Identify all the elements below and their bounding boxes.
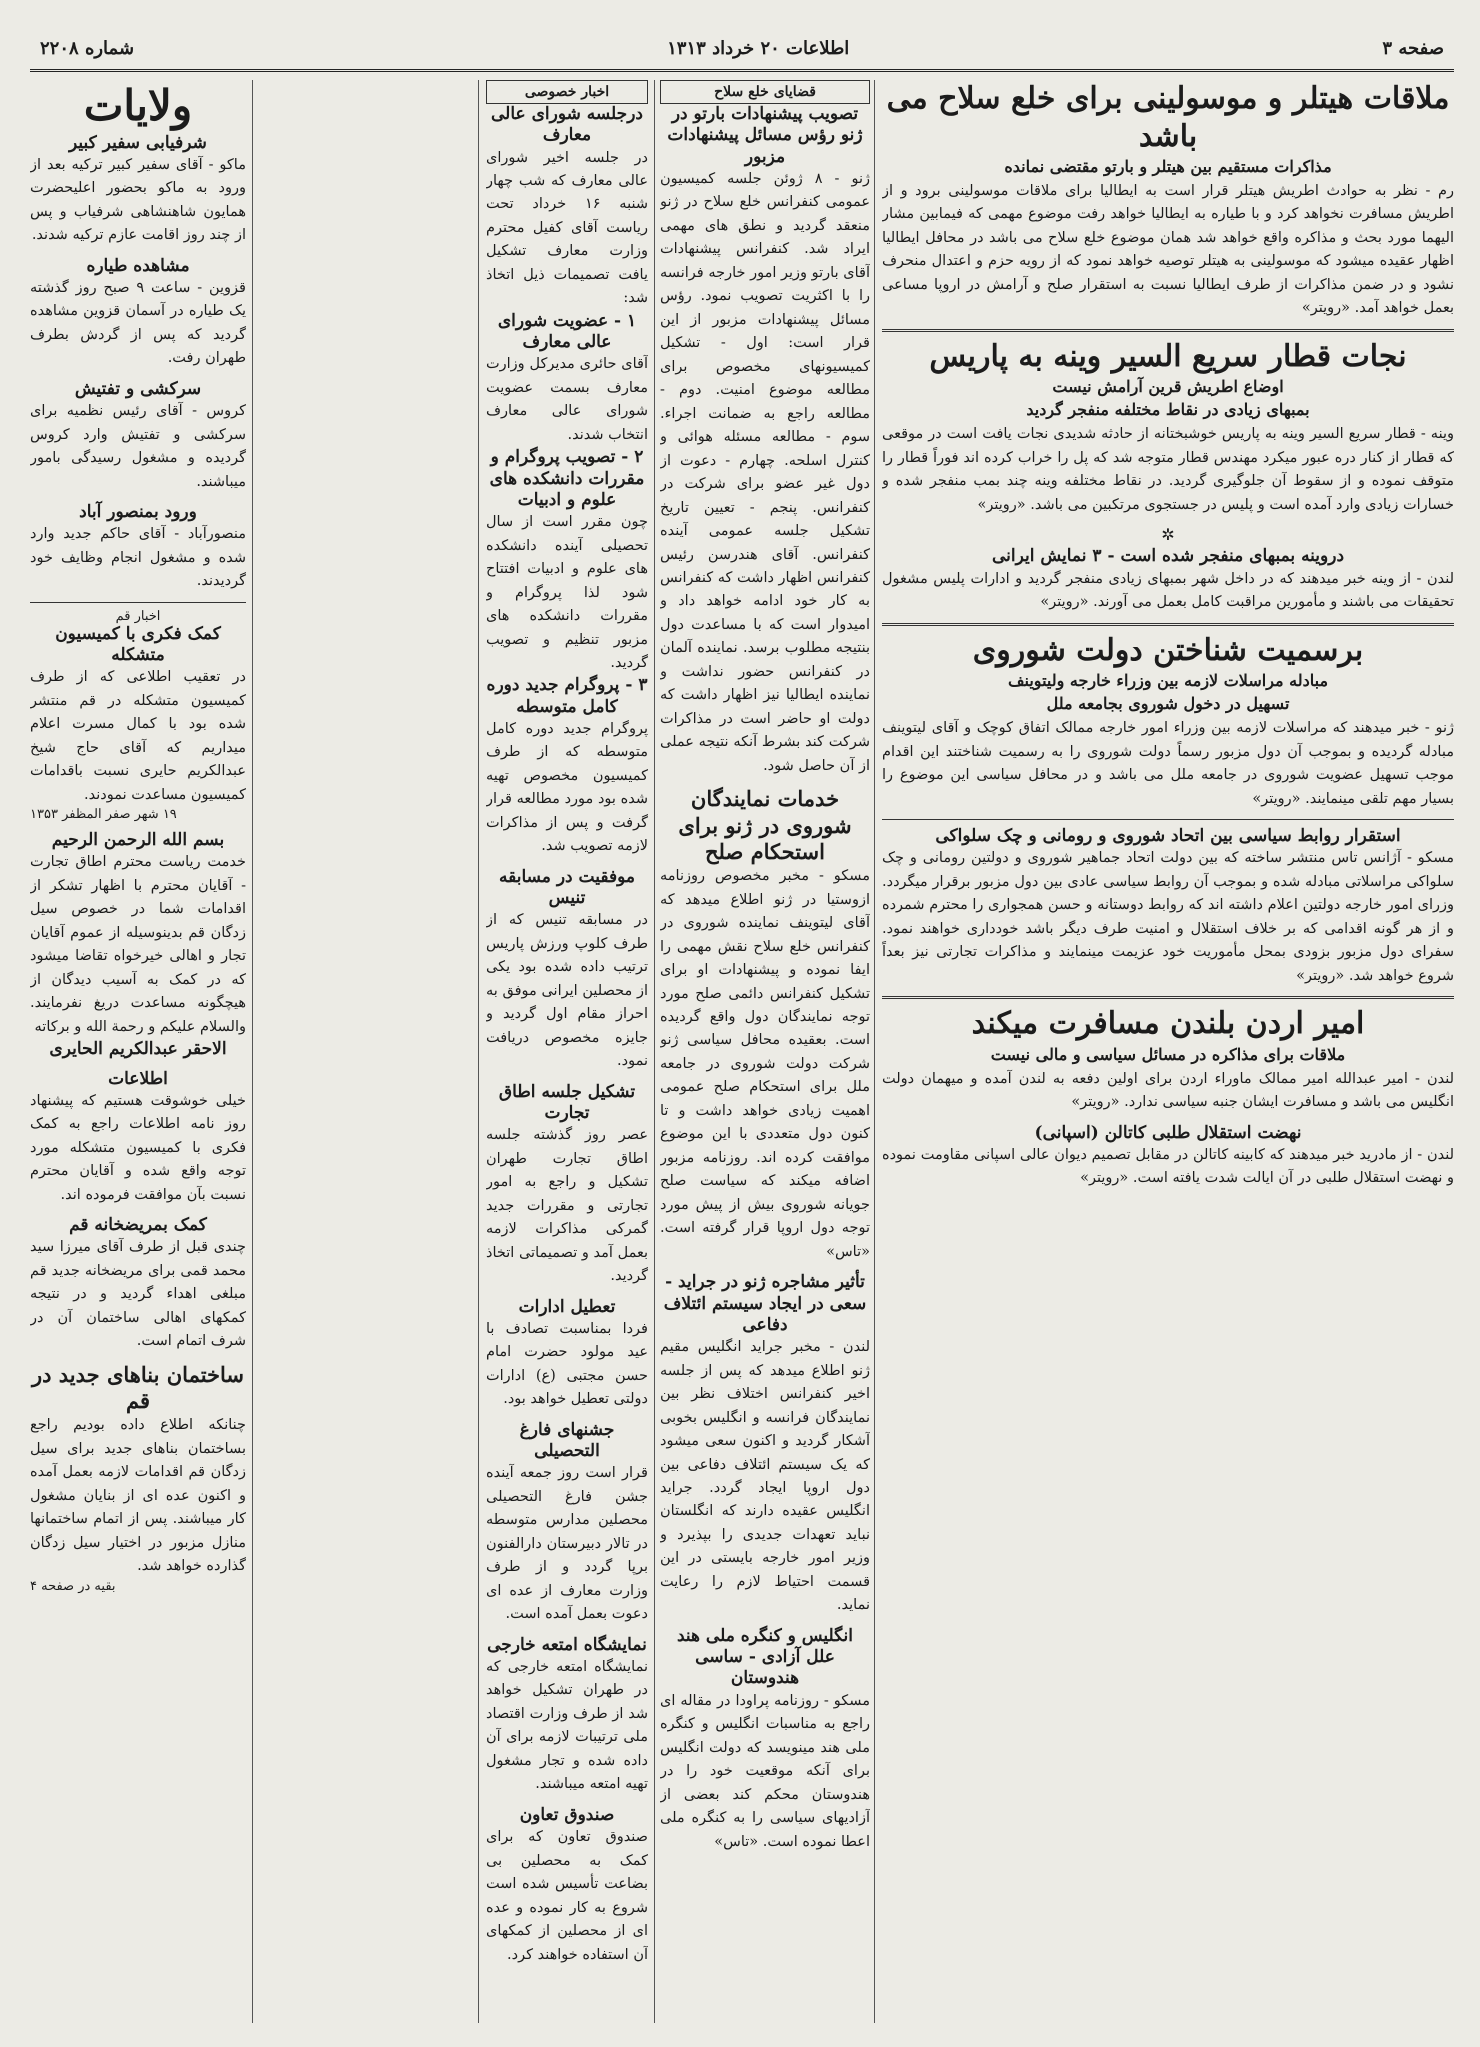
letter-date: ۱۹ شهر صفر المظفر ۱۳۵۳ <box>30 807 177 823</box>
article-body: مسکو - روزنامه پراودا در مقاله ای راجع به مناسبات انگلیس و کنگره ملی هند مینویسد که دولت انگلیس برای آنکه موقعیت خود را در هندوستان محکم کند بعضی از آزادیهای سیاسی را به کنگره ملی اعطا نموده است. «تاس» <box>660 1692 870 1850</box>
article-body: مسکو - آژانس تاس منتشر ساخته که بین دولت اتحاد جماهیر شوروی و دولتین رومانی و چک سلواکی مراسلاتی مبادله شده و بموجب آن روابط سیاسی عادی بین دول مزبور برقرار میگردد. وزرای امور خارجه دولتین اعلام داشته اند که روابط دوستانه و حسن همجواری را محترم شمرده و از هر گونه اقدامی که بر خلاف استقلال و امنیت طرف دیگر باشد خودداری خواهند نمود. سفرای دول مزبور بزودی بمحل مأموریت خود عزیمت مینمایند و مذاکرات تجارتی نیز بعداً شروع خواهد شد. «رویتر» <box>882 850 1454 984</box>
article-body: لندن - از مادرید خبر میدهند که کابینه کاتالن در مقابل تصمیم دیوان عالی اسپانی مقاومت نموده و نهضت استقلال طلبی در آن ایالت شدت یافته است. «رویتر» <box>882 1146 1454 1187</box>
article-body: وینه - قطار سریع السیر وینه به پاریس خوشبختانه از حادثه شدیدی نجات یافت است در موقعی که قطار از کنار دره عبور میکرد مهندس قطار متوجه شد که پل را خراب کرده اند فوراً قطار را متوقف نموده و از سقوط آن جلوگیری گردید. در نقاط مختلفه وینه چند بمب منفجر شده و خسارات زیادی وارد آمده است و پلیس در جستجوی مرتکبین می باشد. «رویتر» <box>882 426 1454 513</box>
article-body: خدمت ریاست محترم اطاق تجارت - آقایان محترم با اظهار تشکر از اقدامات شما در خصوص سیل زدگان قم بدینوسیله از عموم آقایان تجار و اهالی خیرخواه تقاضا میشود که در کمک به آسیب دیدگان از هیچگونه مساعدت دریغ نفرمایند. والسلام علیکم و رحمة الله و برکاته <box>30 854 246 1035</box>
headline: برسمیت شناختن دولت شوروی <box>972 632 1364 668</box>
divider <box>882 329 1454 332</box>
continued-note: بقیه در صفحه ۴ <box>30 1578 116 1594</box>
article-jordan <box>882 1005 1454 1114</box>
article-hospital <box>30 1215 246 1354</box>
article-barthou <box>660 104 870 778</box>
column-rule <box>252 80 253 2023</box>
headline: ملاقات هیتلر و موسولینی برای خلع سلاح می باشد <box>886 81 1450 154</box>
section-kicker: قضایای خلع سلاح <box>660 80 870 104</box>
article-body: چون مقرر است از سال تحصیلی آینده دانشکده های علوم و ادبیات افتتاح شود لذا پروگرام و مقررات دانشکده های مزبور تنظیم و تصویب گردید. <box>486 514 648 671</box>
article-body: عصر روز گذشته جلسه اطاق تجارت طهران تشکیل و راجع به امور تجارتی و مقررات جدید گمرکی مذاکرات لازمه بعمل آمد و تصمیماتی اتخاذ گردید. <box>486 1127 648 1285</box>
headline: ۱ - عضویت شورای عالی معارف <box>497 310 637 353</box>
article-catalonia <box>882 1123 1454 1191</box>
headline: نجات قطار سریع السیر وینه به پاریس <box>929 338 1407 374</box>
headline: نهضت استقلال طلبی کاتالن (اسپانی) <box>1034 1122 1302 1143</box>
headline: تأثیر مشاجره ژنو در جراید - سعی در ایجاد سیستم ائتلاف دفاعی <box>663 1272 867 1335</box>
divider <box>882 819 1454 820</box>
newspaper-page <box>30 28 1454 2023</box>
article-india <box>660 1626 870 1854</box>
headline: اطلاعات <box>108 1068 168 1089</box>
article-soviet-delegates <box>660 786 870 1264</box>
article-body: پروگرام جدید دوره کامل متوسطه که از طرف کمیسیون مخصوص تهیه شده بود مورد مطالعه قرار گرفت و پس از مذاکرات لازمه تصویب شد. <box>486 720 648 855</box>
article-fund <box>486 1805 648 1967</box>
headline: سرکشی و تفتیش <box>74 378 202 399</box>
article-ettelaat <box>30 1069 246 1208</box>
article-chamber <box>486 1082 648 1289</box>
headline: تعطیل ادارات <box>518 1296 616 1317</box>
divider <box>882 623 1454 626</box>
column-rule <box>654 80 655 2023</box>
article-romania <box>882 826 1454 988</box>
article-body: در جلسه اخیر شورای عالی معارف که شب چهار شنبه ۱۶ خرداد تحت ریاست آقای کفیل محترم وزارت معارف تشکیل یافت تصمیمات ذیل اتخاذ شد: <box>486 149 648 307</box>
headline: تشکیل جلسه اطاق تجارت <box>498 1081 636 1124</box>
article-body: منصورآباد - آقای حاکم جدید وارد شده و مشغول انجام وظایف خود گردیدند. <box>30 526 246 590</box>
article-buildings <box>30 1362 246 1594</box>
article-body: ژنو - خبر میدهند که مراسلات لازمه بین وزراء امور خارجه ممالک اتفاق کوچک و آقای لیتوینف مبادله گردیده و بموجب آن دول مزبور رسماً دولت شوروی را به رسمیت شناختند این اقدام موجب تسهیل عضویت شوروی در جامعه ملل می باشد و در محافل سیاسی این موضوع را بسیار مهم تلقی مینمایند. «رویتر» <box>882 720 1454 807</box>
article-body: در مسابقه تنیس که از طرف کلوپ ورزش پاریس ترتیب داده شده بود یکی از محصلین ایرانی موفق به احراز مقام اول گردید و جایزه مخصوص دریافت نمود. <box>486 912 648 1070</box>
headline: دروینه بمبهای منفجر شده است - ۳ نمایش ایرانی <box>991 546 1345 567</box>
issue-date: اطلاعات ۲۰ خرداد ۱۳۱۳ <box>667 38 850 59</box>
section-title: ولایات <box>83 81 193 130</box>
section-kicker: اخبار قم <box>115 608 161 624</box>
subheadline: مبادله مراسلات لازمه بین وزراء خارجه ولیتوینف <box>1007 671 1329 691</box>
headline: ساختمان بناهای جدید در قم <box>31 1361 245 1414</box>
headline: تصویب پیشنهادات بارتو در ژنو رؤس مسائل پیشنهادات مزبور <box>667 104 863 167</box>
masthead <box>30 28 1454 72</box>
article-body: چنانکه اطلاع داده بودیم راجع بساختمان بناهای جدید برای سیل زدگان قم اقدامات لازمه بعمل آمده و اکنون عده ای از بنایان مشغول کار میباشند. پس از اتمام ساختمانها منازل مزبور در اختیار سیل زدگان گذارده خواهد شد. <box>30 1417 246 1575</box>
article-body: رم - نظر به حوادث اطریش هیتلر قرار است به ایطالیا برای ملاقات موسولینی برود و از اطریش مسافرت نخواهد کرد و با طیاره به ایطالیا خواهد رفت موضوع مهمی که فیمابین مشار الیهما مورد بحث و مذاکره واقع خواهد شد همان موضوع خلع سلاح می باشد در محافل ایطالیا اظهار عقیده میشود که موسولینی به هیتلر توصیه خواهد نمود که از رویه حزم و اعتدال منحرف نشود و در ضمن مذاکرات از طرف ایطالیا نسبت به استقرار صلح و آرامش در اروپا مساعی بعمل خواهد آمد. «رویتر» <box>882 183 1454 317</box>
article-council <box>486 104 648 859</box>
article-body: قرار است روز جمعه آینده جشن فارغ التحصیلی محصلین مدارس متوسطه در تالار دبیرستان دارالفنون برپا گردد و از طرف وزارت معارف از عده ای دعوت بعمل آمده است. <box>486 1465 648 1623</box>
article-mansourabad <box>30 502 246 594</box>
issue-number: شماره ۲۲۰۸ <box>40 38 135 59</box>
headline: صندوق تعاون <box>519 1804 615 1825</box>
headline: کمک فکری با کمیسیون متشکله <box>55 623 221 666</box>
article-soviet <box>882 632 1454 811</box>
article-body: قزوین - ساعت ۹ صبح روز گذشته یک طیاره در آسمان قزوین مشاهده گردید که پس از گردش بطرف طهران رفت. <box>30 279 246 367</box>
headline: ۳ - پروگرام جدید دوره کامل متوسطه <box>486 675 648 717</box>
headline: شرفیابی سفیر کبیر <box>69 132 207 153</box>
headline: امیر اردن بلندن مسافرت میکند <box>971 1006 1365 1042</box>
divider <box>882 996 1454 999</box>
article-body: مسکو - مخبر مخصوص روزنامه ازوستیا در ژنو اطلاع میدهد که آقای لیتوینف نماینده شوروی در کنفرانس خلع سلاح نقش مهمی را ایفا نموده و پیشنهادات او برای تشکیل کنفرانس دائمی صلح مورد توجه نمایندگان دول واقع گردیده است. بعقیده محافل سیاسی ژنو شرکت دولت شوروی در جامعه ملل برای استحکام صلح عمومی اهمیت زیادی خواهد داشت و تا کنون دول متعددی با این موضوع موافقت کرده اند. روزنامه مزبور اضافه میکند که سیاست صلح جویانه شوروی بیش از پیش مورد توجه دول اروپا قرار گرفته است. «تاس» <box>660 868 870 1260</box>
article-body: خیلی خوشوقت هستیم که پیشنهاد روز نامه اطلاعات راجع به کمک فکری با کمیسیون متشکله مورد توجه واقع شده و آقایان محترم نسبت بآن موافقت فرموده اند. <box>30 1092 246 1203</box>
subheadline: ملاقات برای مذاکره در مسائل سیاسی و مالی نیست <box>990 1044 1346 1064</box>
subheadline: تسهیل در دخول شوروی بجامعه ملل <box>1046 694 1290 714</box>
headline: ورود بمنصور آباد <box>79 502 197 523</box>
article-body: چندی قبل از طرف آقای میرزا سید محمد قمی برای مریضخانه جدید قم مبلغی اهداء گردید و در نتیجه کمکهای اهالی ساختمان آن در شرف اتمام است. <box>30 1239 246 1350</box>
article-graduation <box>486 1420 648 1627</box>
subheadline: بمبهای زیادی در نقاط مختلفه منفجر گردید <box>1026 400 1310 420</box>
article-body: کروس - آقای رئیس نظمیه برای سرکشی و تفتیش وارد کروس گردیده و مشغول رسیدگی بامور میباشند. <box>30 403 246 490</box>
article-exhibition <box>486 1635 648 1797</box>
article-qom-commission <box>30 624 246 822</box>
article-body: فردا بمناسبت تصادف با عید مولود حضرت امام حسن مجتبی (ع) ادارات دولتی تعطیل خواهد بود. <box>486 1320 648 1408</box>
headline: استقرار روابط سیاسی بین اتحاد شوروی و رومانی و چک سلواکی <box>935 826 1401 846</box>
article-letter <box>30 830 246 1060</box>
section-kicker: اخبار خصوصی <box>486 80 648 104</box>
article-body: ماکو - آقای سفیر کبیر ترکیه بعد از ورود به ماکو بحضور اعلیحضرت همایون شاهنشاهی شرفیاب و پس از چند روز اقامت عازم ترکیه شدند. <box>30 156 246 244</box>
headline: کمک بمریضخانه قم <box>69 1215 207 1236</box>
headline: موفقیت در مسابقه تنیس <box>499 866 635 909</box>
article-plane <box>30 256 246 371</box>
article-body: صندوق تعاون که برای کمک به محصلین بی بضاعت تأسیس شده است شروع به کار نموده و عده ای از محصلین از کمکهای آن استفاده خواهند کرد. <box>486 1829 648 1963</box>
article-body: نمایشگاه امتعه خارجی که در طهران تشکیل خواهد شد از طرف وزارت اقتصاد ملی ترتیبات لازمه برای آن داده شده و تجار مشغول تهیه امتعه میباشند. <box>486 1658 648 1793</box>
article-body: ژنو - ۸ ژوئن جلسه کمیسیون عمومی کنفرانس خلع سلاح در ژنو منعقد گردید و نطق های مهمی ایراد شد. کنفرانس پیشنهادات آقای بارتو وزیر امور خارجه فرانسه را با اکثریت تصویب نمود. رؤس مسائل پیشنهادات مزبور از این قرار است: اول - تشکیل کمیسیونهای مخصوص برای مطالعه موضوع امنیت. دوم - مطالعه راجع به ضمانت اجراء. سوم - مطالعه مسئله هوائی و کنترل اسلحه. چهارم - دعوت از دول غیر عضو برای شرکت در کنفرانس. پنجم - تعیین تاریخ تشکیل جلسه عمومی آینده کنفرانس. آقای هندرسن رئیس کنفرانس اظهار داشت که کنفرانس به کار خود ادامه خواهد داد و امیدوار است که با مساعدت دول بنتیجه مطلوب برسد. نماینده آلمان در کنفرانس حضور نداشت و نماینده ایطالیا نیز اظهار داشت که دولت او حاضر است در مذاکرات شرکت کند بشرط آنکه نتیجه عملی از آن حاصل شود. <box>660 170 870 774</box>
article-vienna <box>882 546 1454 614</box>
article-body: آقای حائری مدیرکل وزارت معارف بسمت عضویت شورای عالی معارف انتخاب شدند. <box>486 356 648 443</box>
article-hitler-mussolini <box>882 80 1454 321</box>
headline: بسم الله الرحمن الرحیم <box>51 830 225 851</box>
headline: درجلسه شورای عالی معارف <box>491 104 643 146</box>
headline: مشاهده طیاره <box>86 255 190 276</box>
column-domestic <box>486 80 648 2023</box>
column-rule <box>478 80 479 2023</box>
headline: انگلیس و کنگره ملی هند علل آزادی - ساسی هندوستان <box>677 1625 853 1689</box>
headline: نمایشگاه امتعه خارجی <box>487 1634 647 1655</box>
column-rule <box>874 80 875 2023</box>
divider <box>30 602 246 603</box>
subheadline: اوضاع اطریش قرین آرامش نیست <box>1052 377 1284 397</box>
article-holiday <box>486 1297 648 1412</box>
article-body: لندن - مخبر جراید انگلیس مقیم ژنو اطلاع میدهد که پس از جلسه اخیر کنفرانس اختلاف نظر بین نمایندگان فرانسه و انگلیس بخوبی آشکار گردید و اکنون سعی میشود که یک سیستم ائتلاف دفاعی بین دول اروپا ایجاد گردد. جراید انگلیس عقیده دارند که انگلستان نباید تعهدات جدیدی را بپذیرد و وزیر امور خارجه بایستی در این قسمت احتیاط لازم را رعایت نماید. <box>660 1339 870 1614</box>
subheadline: مذاکرات مستقیم بین هیتلر و بارتو مقتضی نمانده <box>1004 157 1332 176</box>
page-number: صفحه ۳ <box>1382 38 1444 59</box>
separator-star: ✲ <box>1161 525 1175 545</box>
article-press <box>660 1272 870 1618</box>
article-body: در تعقیب اطلاعی که از طرف کمیسیون متشکله در قم منتشر شده بود با کمال مسرت اعلام میداریم که آقای حاج شیخ عبدالکریم حایری نسبت باقدامات کمیسیون مساعدت نمودند. <box>30 669 246 803</box>
column-disarmament <box>660 80 870 2023</box>
signature: الاحقر عبدالکریم الحایری <box>49 1039 227 1060</box>
column-provinces <box>30 80 246 2023</box>
headline: جشنهای فارغ التحصیلی <box>519 1419 615 1462</box>
article-body: لندن - امیر عبدالله امیر ممالک ماوراء اردن برای اولین دفعه به لندن آمده و میهمان دولت انگلیس می باشد و مسافرت ایشان جنبه سیاسی ندارد. «رویتر» <box>882 1070 1454 1111</box>
article-train <box>882 338 1454 517</box>
column-foreign-news <box>882 80 1454 2023</box>
article-ambassador <box>30 133 246 248</box>
article-tennis <box>486 867 648 1074</box>
article-body: لندن - از وینه خبر میدهند که در داخل شهر بمبهای زیادی منفجر گردید و ادارات پلیس مشغول تحقیقات می باشند و مأمورین مراقبت کامل بعمل می آورند. «رویتر» <box>882 570 1454 611</box>
headline: ۲ - تصویب پروگرام و مقررات دانشکده های علوم و ادبیات <box>489 447 645 510</box>
headline: خدمات نمایندگان شوروی در ژنو برای استحکام صلح <box>678 786 852 864</box>
article-inspection <box>30 379 246 494</box>
